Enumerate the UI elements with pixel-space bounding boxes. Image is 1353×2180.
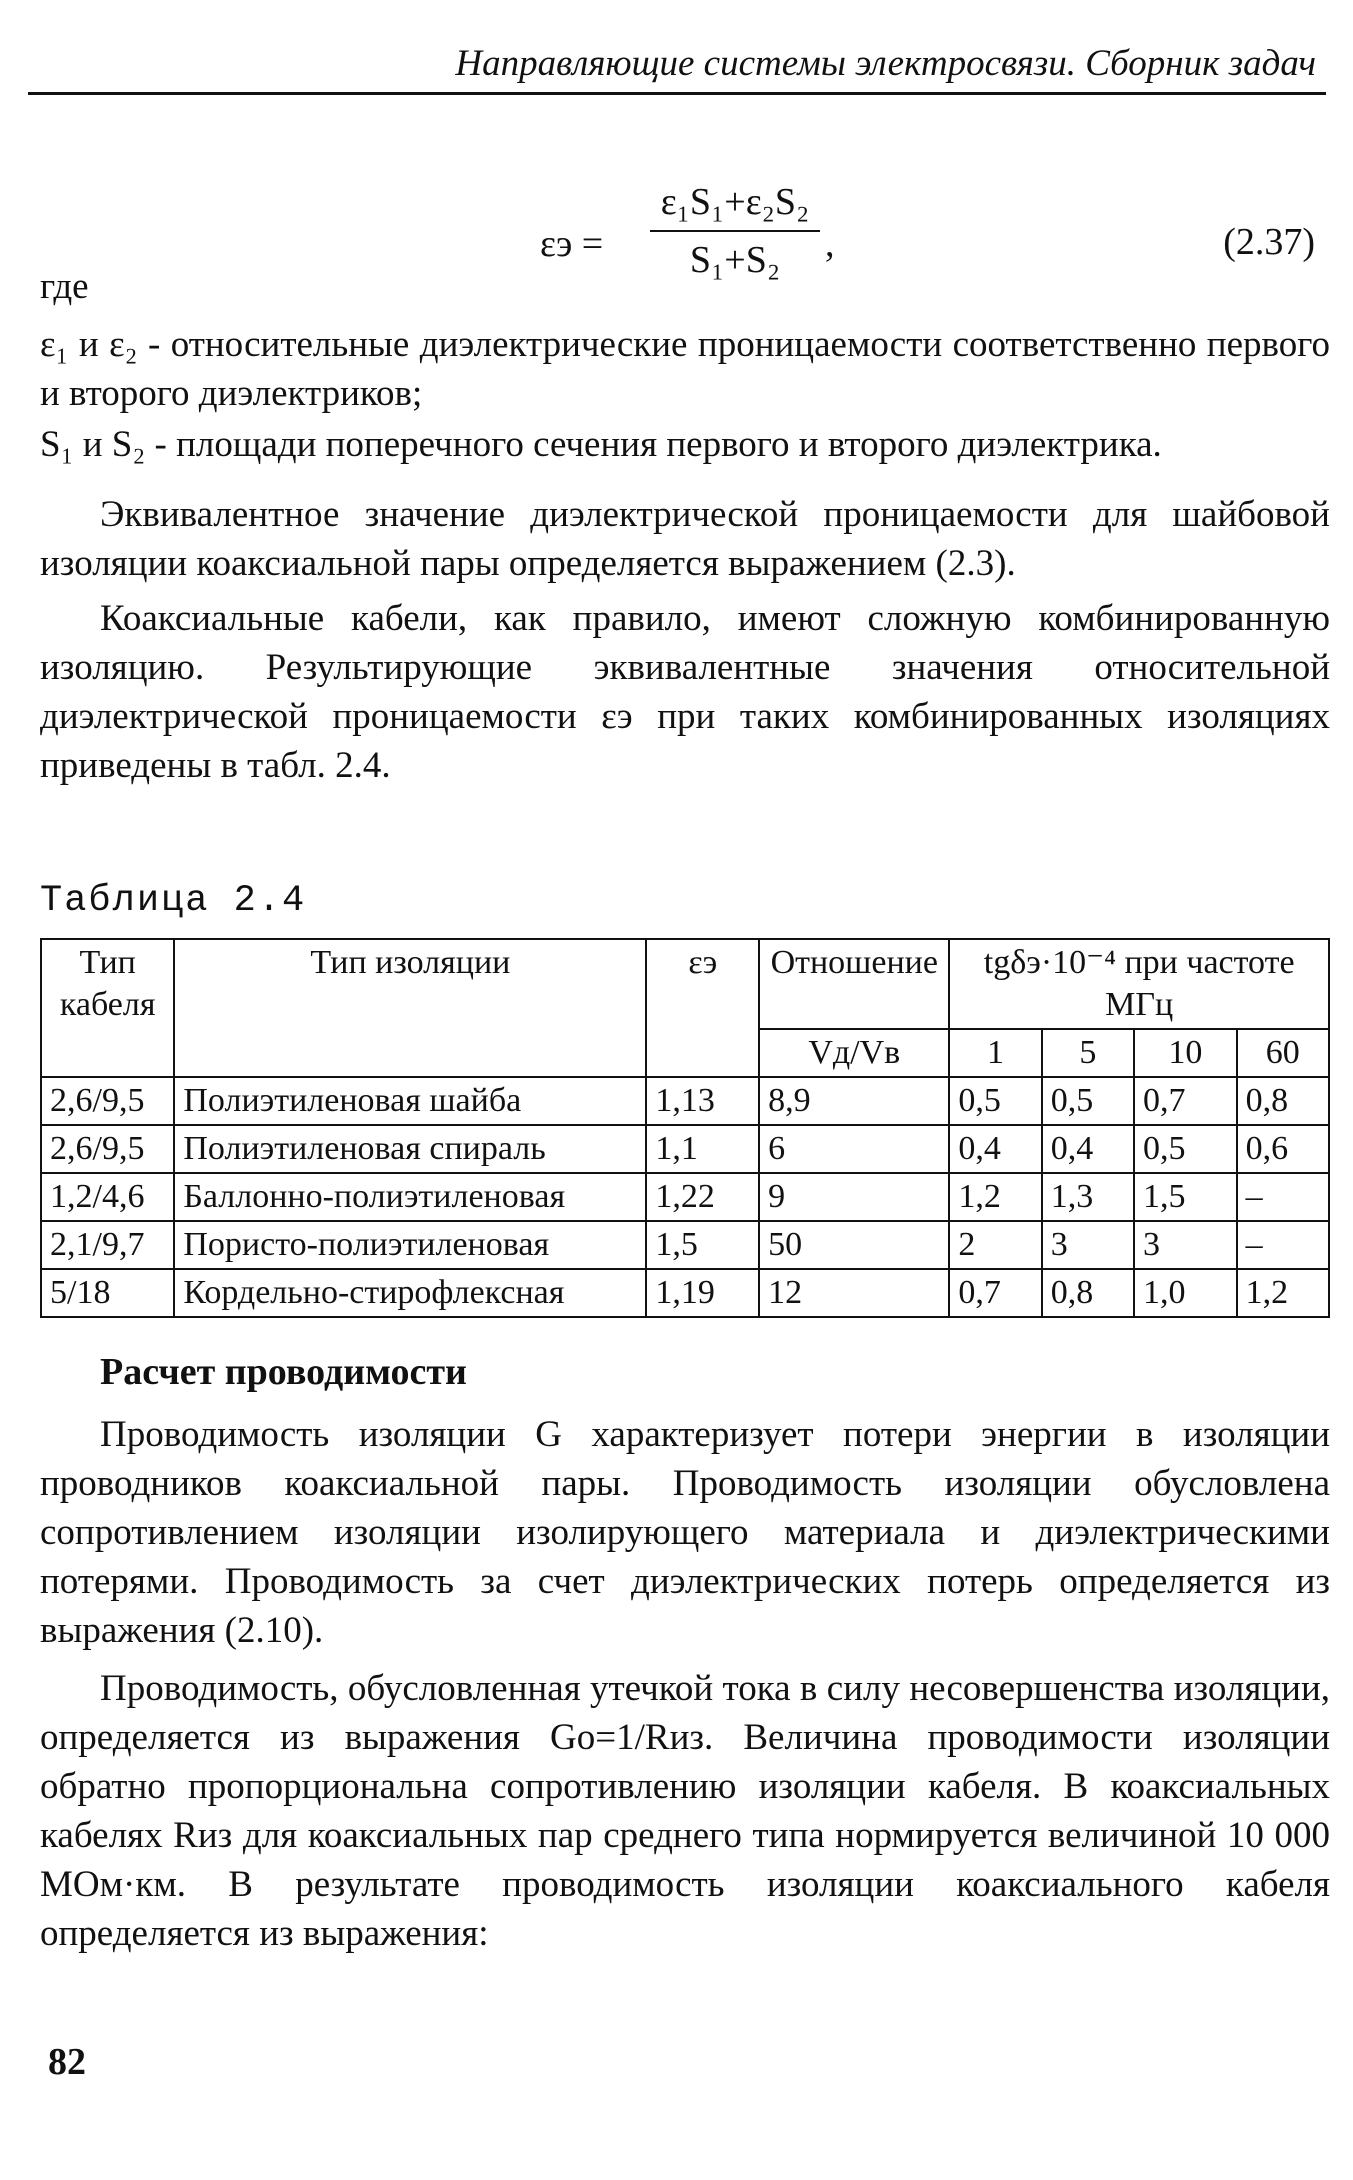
running-header: [28, 30, 1326, 95]
header-ratio-unit: Vд/Vв: [759, 1029, 949, 1077]
equation-number: (2.37): [1223, 221, 1315, 263]
cell-tg: 0,8: [1237, 1077, 1329, 1125]
cell-tg: 0,4: [1042, 1125, 1134, 1173]
section-heading: Расчет проводимости: [100, 1351, 467, 1393]
cell-ratio: 8,9: [759, 1077, 949, 1125]
header-insulation-type: Тип изоляции: [174, 939, 646, 1077]
page-number: 82: [48, 2041, 86, 2083]
formula-numerator: ε₁S₁+ε₂S₂: [650, 180, 820, 232]
where-label: где: [40, 266, 89, 307]
cell-cable: 2,6/9,5: [41, 1125, 174, 1173]
header-cable-type: Тип кабеля: [41, 939, 174, 1077]
cell-ratio: 9: [759, 1173, 949, 1221]
header-tg: tgδэ·10⁻⁴ при частоте МГц: [949, 939, 1329, 1029]
cell-tg: 0,5: [949, 1077, 1041, 1125]
cell-tg: 1,2: [1237, 1269, 1329, 1317]
cell-ratio: 6: [759, 1125, 949, 1173]
cell-insulation: Кордельно-стирофлексная: [174, 1269, 646, 1317]
cell-eps: 1,5: [646, 1221, 759, 1269]
cell-cable: 2,6/9,5: [41, 1077, 174, 1125]
formula-denominator: S₁+S₂: [689, 239, 781, 281]
cell-tg: 0,5: [1042, 1077, 1134, 1125]
cell-eps: 1,19: [646, 1269, 759, 1317]
cell-tg: 1,5: [1134, 1173, 1237, 1221]
paragraph-leakage: Проводимость, обусловленная утечкой тока в силу несовершенства изоляции, определяется из выражения Gо=1/Rиз. Величина проводимости изоляции обратно пропорциональна сопротивлению изоляции кабеля. В коаксиальных кабелях Rиз для коаксиальных пар среднего типа нормируется величиной 10 000 МОм·км. В результате проводимость изоляции коаксиального кабеля определяется из выражения:: [40, 1668, 1330, 1954]
cell-tg: 1,3: [1042, 1173, 1134, 1221]
cell-tg: 0,4: [949, 1125, 1041, 1173]
header-freq: 1: [949, 1029, 1041, 1077]
table-row: [41, 1077, 1329, 1125]
cell-tg: 1,2: [949, 1173, 1041, 1221]
table-row: [41, 1221, 1329, 1269]
cell-ratio: 50: [759, 1221, 949, 1269]
paragraph-conductance: Проводимость изоляции G характеризует потери энергии в изоляции проводников коаксиальной пары. Проводимость изоляции обусловлена сопротивлением изоляции изолирующего материала и диэлектрическими потерями. Проводимость за счет диэлектрических потерь определяется из выражения (2.10).: [40, 1414, 1330, 1651]
cell-tg: 3: [1042, 1221, 1134, 1269]
definition-s: S₁ и S₂ - площади поперечного сечения первого и второго диэлектрика.: [40, 424, 1162, 465]
paragraph-washer-insulation: Эквивалентное значение диэлектрической проницаемости для шайбовой изоляции коаксиальной пары определяется выражением (2.3).: [40, 494, 1330, 584]
header-title: Направляющие системы электросвязи. Сборник задач: [455, 43, 1316, 84]
cell-tg: 0,7: [1134, 1077, 1237, 1125]
table-title: Таблица 2.4: [40, 880, 307, 922]
header-freq: 10: [1134, 1029, 1237, 1077]
cell-tg: 0,6: [1237, 1125, 1329, 1173]
table-header-row: [41, 939, 1329, 1029]
cell-insulation: Полиэтиленовая шайба: [174, 1077, 646, 1125]
definition-eps: ε₁ и ε₂ - относительные диэлектрические проницаемости соответственно первого и второго диэлектриков;: [40, 324, 1330, 414]
cell-tg: 1,0: [1134, 1269, 1237, 1317]
cell-insulation: Пористо-полиэтиленовая: [174, 1221, 646, 1269]
cell-tg: –: [1237, 1173, 1329, 1221]
cell-tg: 3: [1134, 1221, 1237, 1269]
cell-tg: 2: [949, 1221, 1041, 1269]
table-row: [41, 1125, 1329, 1173]
header-ratio: Отношение: [759, 939, 949, 1029]
table-row: [41, 1173, 1329, 1221]
formula-lhs: εэ =: [540, 223, 604, 265]
cell-cable: 5/18: [41, 1269, 174, 1317]
cell-eps: 1,1: [646, 1125, 759, 1173]
paragraph-combined-insulation: Коаксиальные кабели, как правило, имеют сложную комбинированную изоляцию. Результирующие эквивалентные значения относительной диэлектрической проницаемости εэ при таких комбинированных изоляциях приведены в табл. 2.4.: [40, 598, 1330, 786]
header-freq: 60: [1237, 1029, 1329, 1077]
header-freq: 5: [1042, 1029, 1134, 1077]
insulation-table: [40, 938, 1330, 1318]
cell-eps: 1,13: [646, 1077, 759, 1125]
table-row: [41, 1269, 1329, 1317]
cell-tg: 0,8: [1042, 1269, 1134, 1317]
cell-cable: 2,1/9,7: [41, 1221, 174, 1269]
cell-ratio: 12: [759, 1269, 949, 1317]
cell-eps: 1,22: [646, 1173, 759, 1221]
cell-tg: –: [1237, 1221, 1329, 1269]
formula-comma: ,: [825, 223, 835, 265]
cell-cable: 1,2/4,6: [41, 1173, 174, 1221]
cell-tg: 0,5: [1134, 1125, 1237, 1173]
header-eps: εэ: [646, 939, 759, 1077]
cell-insulation: Баллонно-полиэтиленовая: [174, 1173, 646, 1221]
cell-insulation: Полиэтиленовая спираль: [174, 1125, 646, 1173]
cell-tg: 0,7: [949, 1269, 1041, 1317]
